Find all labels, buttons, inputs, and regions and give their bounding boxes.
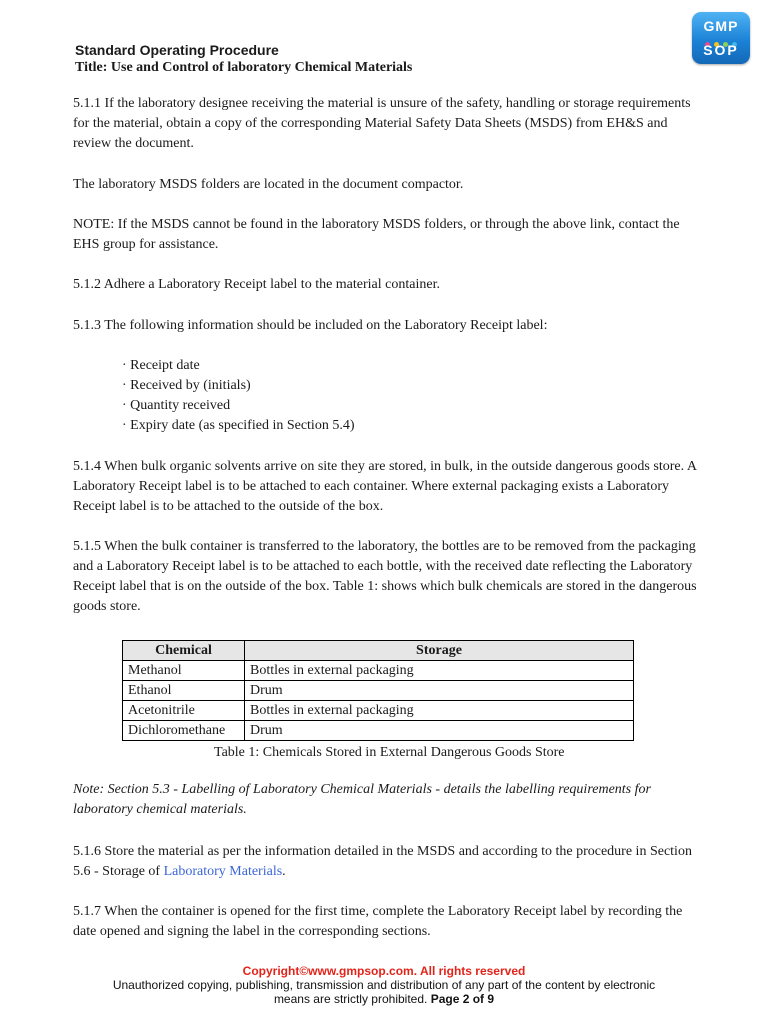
italic-note: Note: Section 5.3 - Labelling of Laboratory Chemical Materials - details the labelling requirements for laboratory chemical materials. [73,782,651,817]
paragraph-5-1-4: 5.1.4 When bulk organic solvents arrive on site they are stored, in bulk, in the outside dangerous goods store. A Laboratory Receipt label is to be attached to each container. Where external packaging exists a Laboratory Receipt label is to be attached to the outside of the box. [73,459,697,514]
header-storage: Storage [245,641,634,661]
paragraph-5-1-6-end: . [282,864,286,879]
table-row [123,701,634,721]
logo-dots [692,35,750,41]
page-number: Page 2 of 9 [430,992,495,1006]
table-row [123,681,634,701]
footer-warning: Unauthorized copying, publishing, transmission and distribution of any part of the content by electronic [112,978,656,992]
paragraph-note: NOTE: If the MSDS cannot be found in the laboratory MSDS folders, or through the above link, contact the EHS group for assistance. [73,217,680,252]
table-row [123,721,634,741]
paragraph-5-1-2: 5.1.2 Adhere a Laboratory Receipt label to the material container. [73,277,440,292]
cell-chemical: Ethanol [123,681,245,701]
gmp-sop-logo [692,12,750,64]
footer-copyright: Copyright©www.gmpsop.com. All rights reserved [242,964,526,978]
logo-text-gmp: GMP [703,18,739,34]
paragraph-5-1-1: 5.1.1 If the laboratory designee receiving the material is unsure of the safety, handling or storage requirements for the material, obtain a copy of the corresponding Material Safety Data Sheets (MSDS) from EH&S and review the document. [73,96,691,151]
footer-warning-end: means are strictly prohibited. [273,992,428,1006]
cell-storage: Drum [245,721,634,741]
paragraph-5-1-3: 5.1.3 The following information should be included on the Laboratory Receipt label: [73,318,548,333]
cell-chemical: Methanol [123,661,245,681]
document-type-heading: Standard Operating Procedure [75,42,279,58]
paragraph-5-1-5: 5.1.5 When the bulk container is transferred to the laboratory, the bottles are to be removed from the packaging and a Laboratory Receipt label is to be attached to each bottle, with the received date reflecting the Laboratory Receipt label that is on the outside of the box. Table 1: shows which bulk chemicals are stored in the dangerous goods store. [73,539,697,614]
bullet-item: · Received by (initials) [122,378,251,393]
header-chemical: Chemical [123,641,245,661]
cell-chemical: Acetonitrile [123,701,245,721]
footer-warning-page [0,992,768,1006]
bullet-item: · Quantity received [122,398,231,413]
paragraph-5-1-7: 5.1.7 When the container is opened for the first time, complete the Laboratory Receipt label by recording the date opened and signing the label in the corresponding sections. [73,904,683,939]
table-caption: Table 1: Chemicals Stored in External Dangerous Goods Store [214,745,565,760]
laboratory-materials-link[interactable]: Laboratory Materials [163,864,283,879]
document-title: Title: Use and Control of laboratory Chemical Materials [75,60,413,75]
chemicals-table [122,640,634,741]
bullet-item: · Receipt date [122,358,200,373]
logo-text-sop: SOP [703,42,739,58]
cell-storage: Bottles in external packaging [245,661,634,681]
cell-chemical: Dichloromethane [123,721,245,741]
paragraph-5-1-6 [73,842,698,882]
cell-storage: Drum [245,681,634,701]
paragraph-msds-folders: The laboratory MSDS folders are located in the document compactor. [73,177,464,192]
paragraph-5-1-6-text: 5.1.6 Store the material as per the information detailed in the MSDS and according to the procedure in Section 5.6 - Storage of [73,844,692,879]
cell-storage: Bottles in external packaging [245,701,634,721]
table-row [123,661,634,681]
table-header-row [123,641,634,661]
bullet-item: · Expiry date (as specified in Section 5.4) [122,418,355,433]
